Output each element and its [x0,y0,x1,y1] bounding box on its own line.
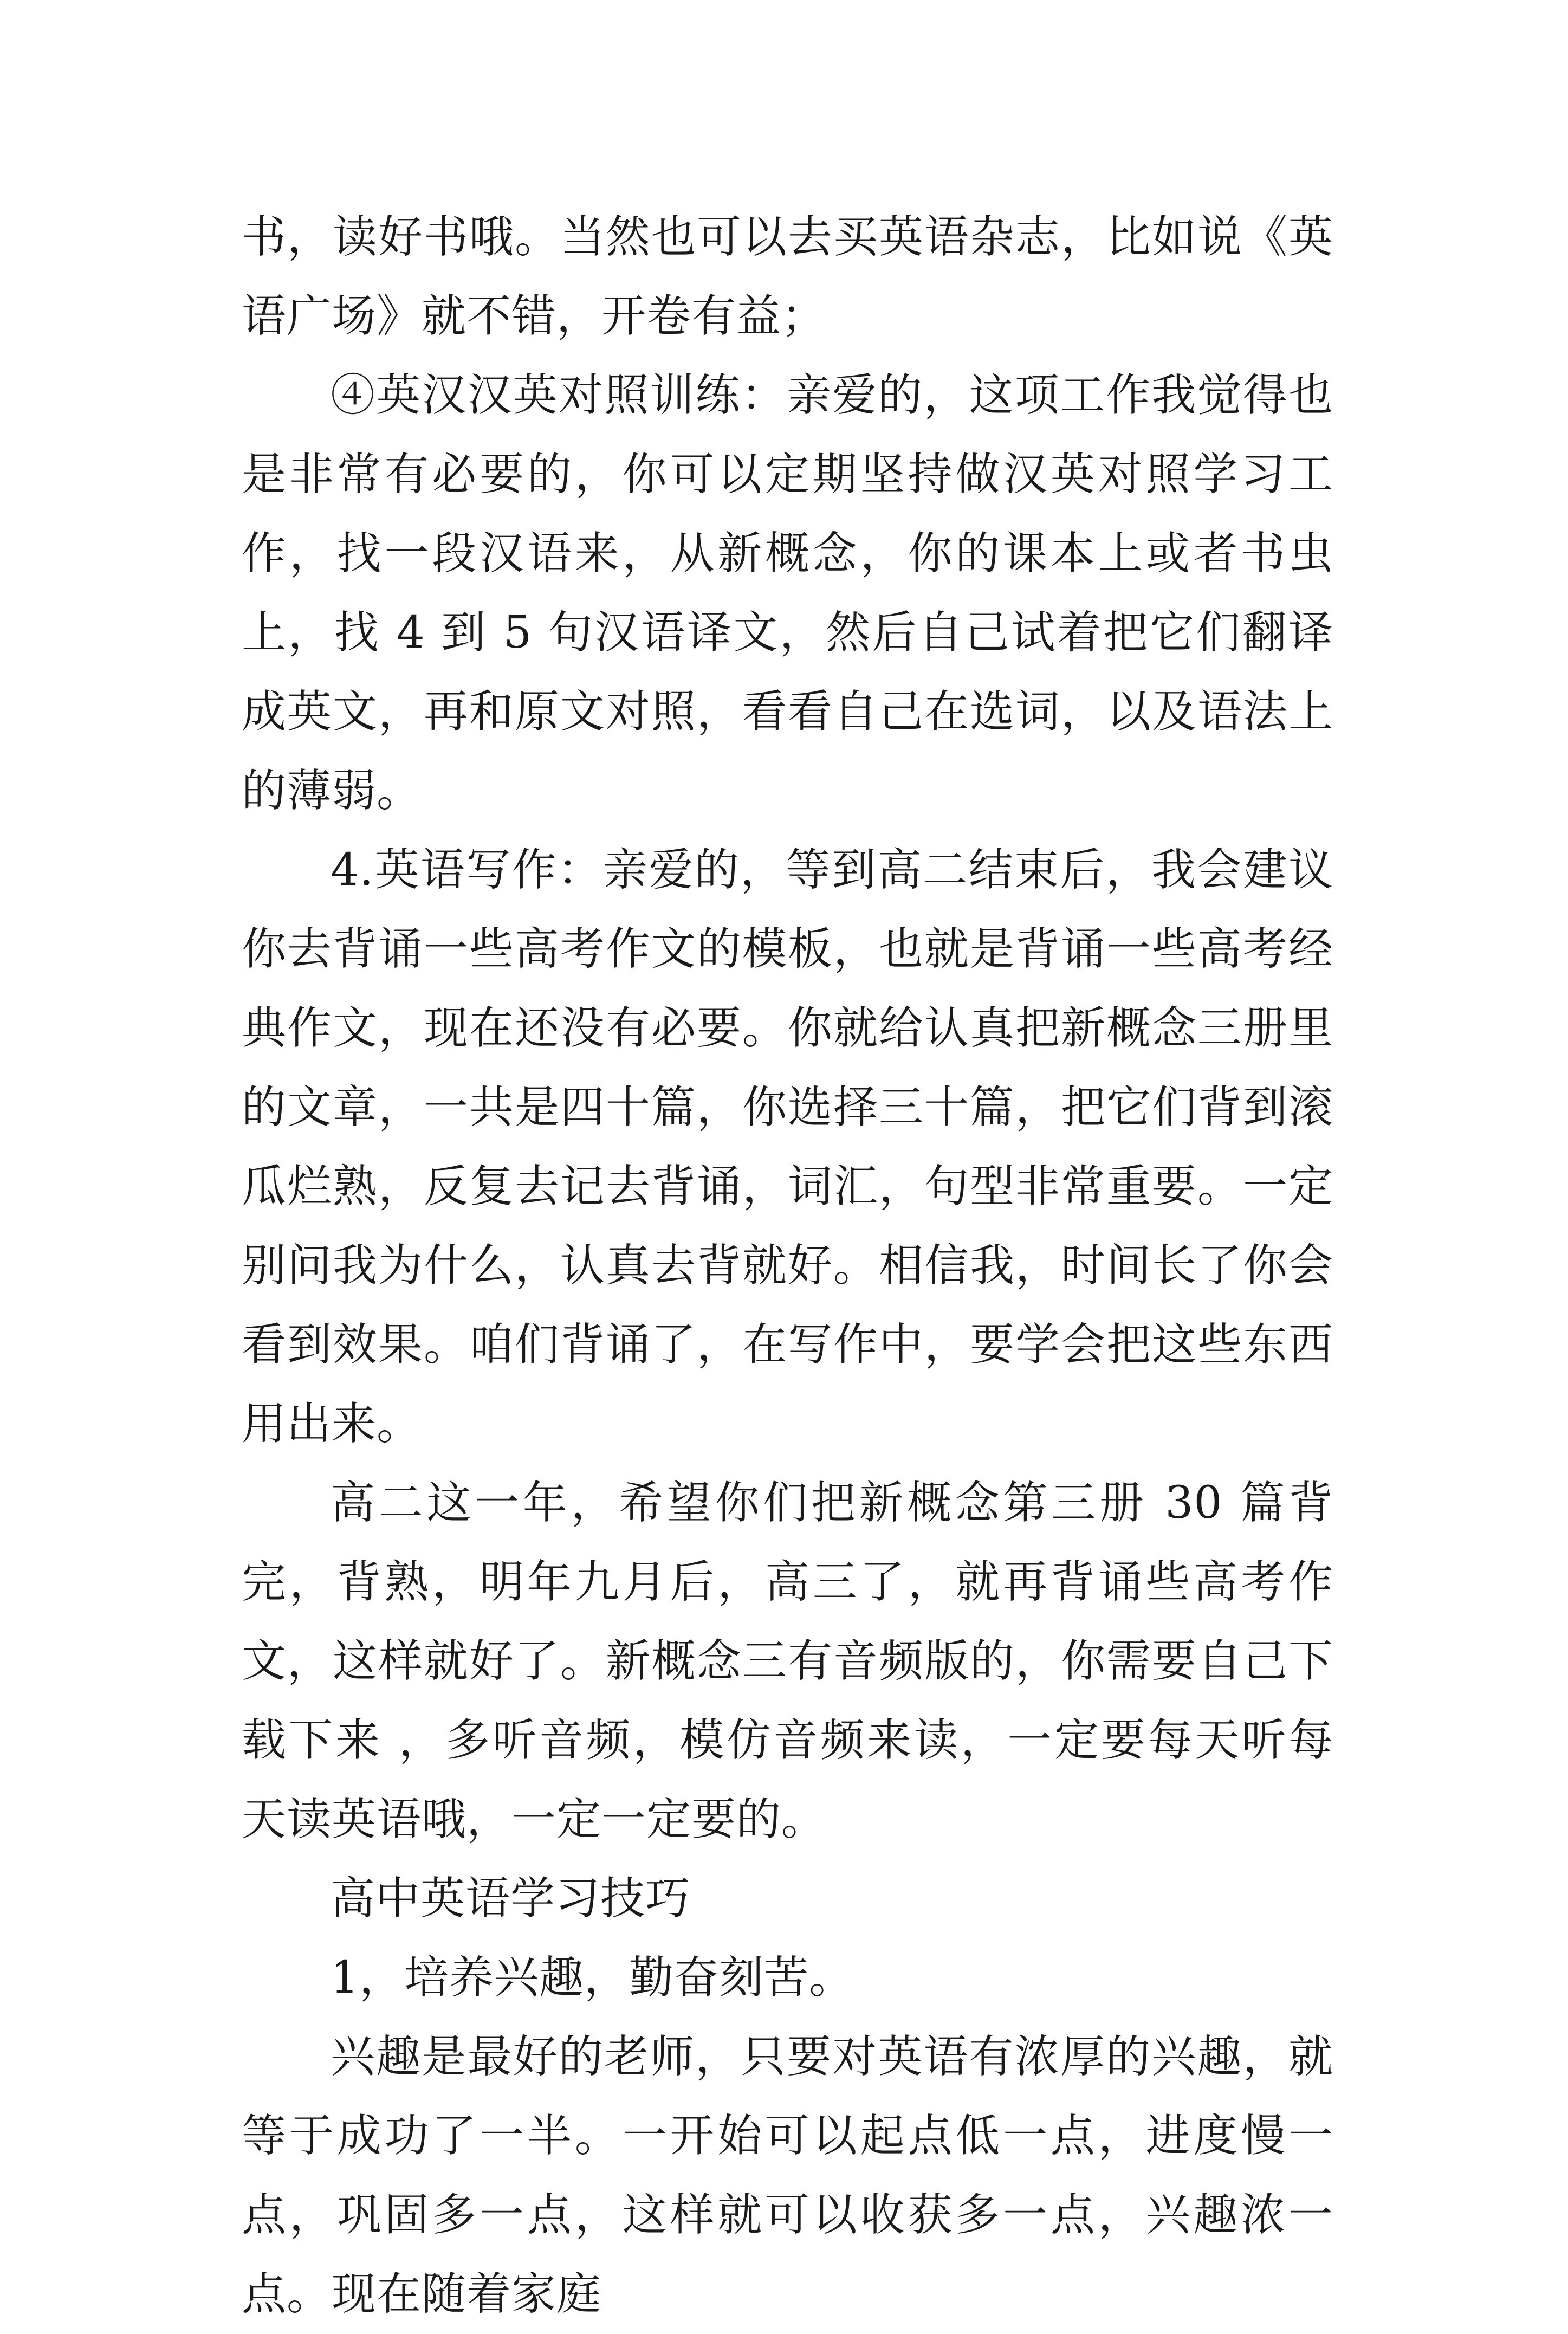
document-body [242,198,1333,2334]
paragraph-english-writing: 4.英语写作：亲爱的，等到高二结束后，我会建议你去背诵一些高考作文的模板，也就是背诵一些高考经典作文，现在还没有必要。你就给认真把新概念三册里的文章，一共是四十篇，你选择三十篇，把它们背到滚瓜烂熟，反复去记去背诵，词汇，句型非常重要。一定别问我为什么，认真去背就好。相信我，时间长了你会看到效果。咱们背诵了，在写作中，要学会把这些东西用出来。 [242,844,1333,1450]
paragraph-translation-training: ④英汉汉英对照训练：亲爱的，这项工作我觉得也是非常有必要的，你可以定期坚持做汉英对照学习工作，找一段汉语来，从新概念，你的课本上或者书虫上，找 4 到 5 句汉语译文，然后自己试着把它们翻译成英文，再和原文对照，看看自己在选词，以及语法上的薄弱。 [242,370,1333,817]
paragraph-grade-two-plan: 高二这一年，希望你们把新概念第三册 30 篇背完，背熟，明年九月后，高三了，就再背诵些高考作文，这样就好了。新概念三有音频版的，你需要自己下载下来 ，多听音频，模仿音频来读，一定要每天听每天读英语哦，一定一定要的。 [242,1477,1333,1845]
tip-heading-interest: 1，培养兴趣，勤奋刻苦。 [331,1952,854,2003]
section-heading-study-tips: 高中英语学习技巧 [331,1873,691,1924]
paragraph-interest: 兴趣是最好的老师，只要对英语有浓厚的兴趣，就等于成功了一半。一开始可以起点低一点，进度慢一点，巩固多一点，这样就可以收获多一点，兴趣浓一点。现在随着家庭 [242,2031,1333,2320]
paragraph-continuation: 书，读好书哦。当然也可以去买英语杂志，比如说《英语广场》就不错，开卷有益； [242,211,1333,342]
